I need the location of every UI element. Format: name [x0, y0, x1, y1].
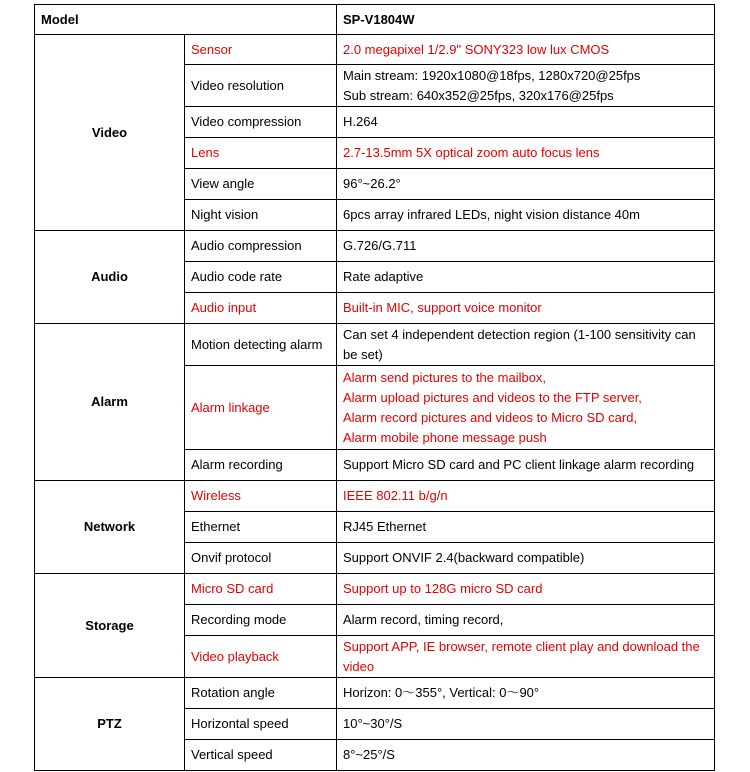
value-line: 96°~26.2°: [343, 176, 401, 191]
value-line: Horizon: 0～355°, Vertical: 0～90°: [343, 685, 540, 700]
value-cell: [337, 107, 715, 138]
model-value: SP-V1804W: [337, 5, 715, 35]
feature-cell: Vertical speed: [185, 740, 337, 771]
feature-cell: Sensor: [185, 35, 337, 65]
feature-cell: Lens: [185, 138, 337, 169]
value-cell: [337, 200, 715, 231]
value-cell: [337, 543, 715, 574]
header-row: [35, 5, 715, 35]
value-cell: [337, 636, 715, 678]
value-line: Alarm send pictures to the mailbox,: [343, 369, 547, 385]
value-line: G.726/G.711: [343, 238, 417, 253]
feature-cell: View angle: [185, 169, 337, 200]
value-line: Built-in MIC, support voice monitor: [343, 300, 542, 315]
spec-row: [35, 481, 715, 512]
value-line: be set): [343, 346, 383, 362]
value-cell: [337, 65, 715, 107]
value-cell: [337, 709, 715, 740]
value-line: IEEE 802.11 b/g/n: [343, 488, 448, 503]
feature-cell: Audio input: [185, 293, 337, 324]
value-line: Can set 4 independent detection region (1-100 sensitivity can: [343, 326, 696, 342]
category-cell: Video: [35, 35, 185, 231]
value-cell: [337, 169, 715, 200]
value-line: Alarm mobile phone message push: [343, 429, 547, 445]
spec-row: [35, 678, 715, 709]
feature-cell: Ethernet: [185, 512, 337, 543]
value-line: H.264: [343, 114, 378, 129]
value-line: 2.0 megapixel 1/2.9" SONY323 low lux CMOS: [343, 41, 610, 57]
value-line: Rate adaptive: [343, 269, 424, 284]
spec-table: [34, 4, 715, 771]
feature-cell: Audio compression: [185, 231, 337, 262]
spec-row: [35, 574, 715, 605]
feature-cell: Audio code rate: [185, 262, 337, 293]
value-line: Support ONVIF 2.4(backward compatible): [343, 550, 585, 565]
spec-row: [35, 35, 715, 65]
value-line: video: [343, 658, 375, 674]
value-cell: [337, 740, 715, 771]
value-line: 6pcs array infrared LEDs, night vision distance 40m: [343, 207, 640, 222]
feature-cell: Recording mode: [185, 605, 337, 636]
feature-cell: Alarm linkage: [185, 366, 337, 450]
value-line: Support APP, IE browser, remote client play and download the: [343, 638, 700, 654]
value-cell: [337, 35, 715, 65]
feature-cell: Alarm recording: [185, 450, 337, 481]
feature-cell: Onvif protocol: [185, 543, 337, 574]
value-cell: [337, 231, 715, 262]
value-line: Alarm upload pictures and videos to the FTP server,: [343, 389, 642, 405]
value-cell: [337, 262, 715, 293]
value-cell: [337, 481, 715, 512]
value-line: RJ45 Ethernet: [343, 519, 427, 534]
category-cell: Storage: [35, 574, 185, 678]
feature-cell: Wireless: [185, 481, 337, 512]
feature-cell: Night vision: [185, 200, 337, 231]
feature-cell: Rotation angle: [185, 678, 337, 709]
category-cell: Audio: [35, 231, 185, 324]
value-cell: [337, 138, 715, 169]
spec-row: [35, 324, 715, 366]
value-line: 8°~25°/S: [343, 747, 395, 762]
category-cell: Network: [35, 481, 185, 574]
value-cell: [337, 324, 715, 366]
spec-table-body: [35, 5, 715, 771]
value-cell: [337, 293, 715, 324]
model-label: Model: [35, 5, 337, 35]
feature-cell: Video resolution: [185, 65, 337, 107]
category-cell: Alarm: [35, 324, 185, 481]
feature-cell: Motion detecting alarm: [185, 324, 337, 366]
value-cell: [337, 512, 715, 543]
value-line: Support Micro SD card and PC client linkage alarm recording: [343, 457, 695, 472]
value-line: Alarm record pictures and videos to Micro SD card,: [343, 409, 638, 425]
feature-cell: Video compression: [185, 107, 337, 138]
value-line: 2.7-13.5mm 5X optical zoom auto focus lens: [343, 145, 600, 160]
value-cell: [337, 574, 715, 605]
category-cell: PTZ: [35, 678, 185, 771]
value-cell: [337, 678, 715, 709]
value-line: Alarm record, timing record,: [343, 612, 504, 627]
spec-row: [35, 231, 715, 262]
value-line: Support up to 128G micro SD card: [343, 581, 543, 596]
value-cell: [337, 605, 715, 636]
value-cell: [337, 450, 715, 481]
value-line: Main stream: 1920x1080@18fps, 1280x720@25fps: [343, 67, 641, 83]
feature-cell: Video playback: [185, 636, 337, 678]
feature-cell: Micro SD card: [185, 574, 337, 605]
value-line: 10°~30°/S: [343, 716, 403, 731]
value-cell: [337, 366, 715, 450]
value-line: Sub stream: 640x352@25fps, 320x176@25fps: [343, 87, 614, 103]
feature-cell: Horizontal speed: [185, 709, 337, 740]
